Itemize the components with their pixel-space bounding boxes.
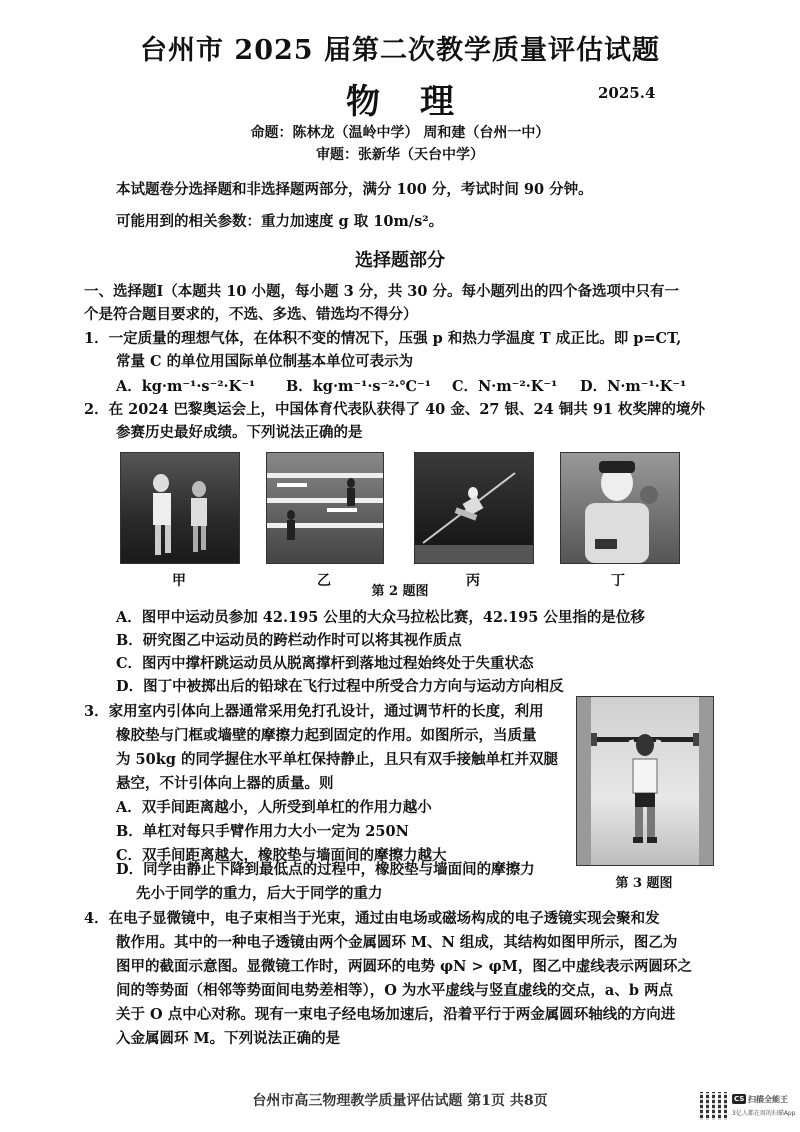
scanner-logo: CS — [734, 1095, 745, 1103]
photo-hurdles — [266, 452, 384, 564]
q1-line-2: 常量 C 的单位用国际单位制基本单位可表示为 — [116, 353, 414, 370]
label-yi: 乙 — [317, 573, 331, 589]
q4-line-4: 间的等势面（相邻等势面间电势差相等），O 为水平虚线与竖直虚线的交点，a、b 两点 — [116, 982, 674, 999]
section-title: 选择题部分 — [355, 250, 445, 271]
exam-title: 台州市 2025 届第二次教学质量评估试题 — [140, 35, 660, 66]
q1-option-a: A．kg·m⁻¹·s⁻²·K⁻¹ — [116, 378, 256, 395]
intro-line-1: 本试题卷分选择题和非选择题两部分，满分 100 分，考试时间 90 分钟。 — [116, 181, 593, 198]
q2-line-1: 2．在 2024 巴黎奥运会上，中国体育代表队获得了 40 金、27 银、24 铜共 91 枚奖牌的境外 — [84, 401, 706, 418]
q3-line-3: 为 50kg 的同学握住水平单杠保持静止，且只有双手接触单杠并双腿 — [116, 751, 558, 768]
q2-figure-caption: 第 2 题图 — [371, 584, 429, 599]
q4-line-1: 4．在电子显微镜中，电子束相当于光束，通过由电场或磁场构成的电子透镜实现会聚和发 — [84, 910, 660, 927]
q4-line-6: 入金属圆环 M。下列说法正确的是 — [116, 1030, 341, 1047]
q3-line-1: 3．家用室内引体向上器通常采用免打孔设计，通过调节杆的长度，利用 — [84, 703, 544, 720]
q1-line-1: 1．一定质量的理想气体，在体积不变的情况下，压强 p 和热力学温度 T 成正比。即 p=CT, — [84, 330, 682, 347]
q1-option-d: D．N·m⁻¹·K⁻¹ — [580, 378, 687, 395]
scanner-name: 扫描全能王 — [748, 1095, 788, 1104]
q3-line-2: 橡胶垫与门框或墙壁的摩擦力起到固定的作用。如图所示，当质量 — [116, 727, 537, 744]
photo-shot-put — [560, 452, 680, 564]
photo-pull-up-bar — [576, 696, 714, 866]
subject-title: 物理 — [346, 82, 494, 122]
q3-option-a: A．双手间距离越小，人所受到单杠的作用力越小 — [116, 799, 432, 816]
q2-option-c: C．图丙中撑杆跳运动员从脱离撑杆到落地过程始终处于失重状态 — [116, 655, 534, 672]
scanner-slogan: 3亿人都在用的扫描App — [732, 1110, 796, 1117]
intro-line-2: 可能用到的相关参数：重力加速度 g 取 10m/s²。 — [116, 213, 444, 230]
label-ding: 丁 — [611, 573, 625, 589]
part1-line-2: 个是符合题目要求的，不选、多选、错选均不得分） — [84, 306, 418, 323]
q2-option-d: D．图丁中被掷出后的铅球在飞行过程中所受合力方向与运动方向相反 — [116, 678, 564, 695]
q2-line-2: 参赛历史最好成绩。下列说法正确的是 — [116, 424, 363, 441]
label-jia: 甲 — [172, 573, 186, 589]
reviewer-line: 审题：张新华（天台中学） — [316, 147, 484, 163]
q3-line-4: 悬空，不计引体向上器的质量。则 — [116, 775, 334, 792]
q4-line-5: 关于 O 点中心对称。现有一束电子经电场加速后，沿着平行于两金属圆环轴线的方向进 — [116, 1006, 676, 1023]
photo-marathon — [120, 452, 240, 564]
label-bing: 丙 — [466, 573, 480, 589]
q3-option-d-line-2: 先小于同学的重力，后大于同学的重力 — [136, 885, 383, 902]
authors-line: 命题：陈林龙（温岭中学） 周和建（台州一中） — [250, 125, 550, 141]
q3-option-d-line-1: D．同学由静止下降到最低点的过程中，橡胶垫与墙面间的摩擦力 — [116, 861, 535, 878]
q1-option-b: B．kg·m⁻¹·s⁻²·℃⁻¹ — [286, 378, 431, 395]
q1-option-c: C．N·m⁻²·K⁻¹ — [452, 378, 558, 395]
q3-option-b: B．单杠对每只手臂作用力大小一定为 250N — [116, 823, 409, 840]
q3-option-c: C．双手间距离越大，橡胶垫与墙面间的摩擦力越大 — [116, 847, 447, 864]
page-footer: 台州市高三物理教学质量评估试题 第1页 共8页 — [252, 1093, 548, 1109]
q2-option-b: B．研究图乙中运动员的跨栏动作时可以将其视作质点 — [116, 632, 462, 649]
photo-pole-vault — [414, 452, 534, 564]
part1-line-1: 一、选择题Ⅰ（本题共 10 小题，每小题 3 分，共 30 分。每小题列出的四个备选项中只有一 — [84, 283, 680, 300]
q3-figure-caption: 第 3 题图 — [615, 876, 673, 891]
exam-date: 2025.4 — [598, 84, 656, 102]
scanner-watermark — [700, 1088, 796, 1124]
q2-option-a: A．图甲中运动员参加 42.195 公里的大众马拉松比赛，42.195 公里指的是位移 — [116, 609, 645, 626]
q4-line-2: 散作用。其中的一种电子透镜由两个金属圆环 M、N 组成，其结构如图甲所示，图乙为 — [116, 934, 678, 951]
q4-line-3: 图甲的截面示意图。显微镜工作时，两圆环的电势 φN > φM，图乙中虚线表示两圆环之 — [116, 958, 692, 975]
